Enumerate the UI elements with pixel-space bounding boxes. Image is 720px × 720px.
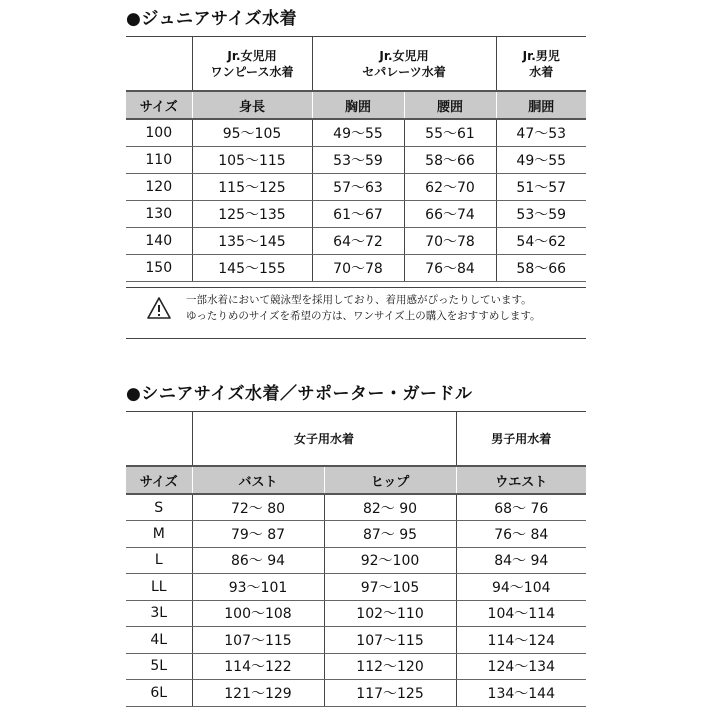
junior-header-boys-line1: Jr.男児 bbox=[522, 48, 560, 63]
senior-header-women: 女子用水着 bbox=[192, 412, 456, 466]
junior-cell-chest: 57〜63 bbox=[312, 173, 404, 200]
note-line-2: ゆったりめのサイズを希望の方は、ワンサイズ上の購入をおすすめします。 bbox=[186, 310, 541, 322]
senior-cell-size: 5L bbox=[126, 653, 192, 680]
table-row bbox=[126, 680, 586, 707]
junior-header-onepiece-line2: ワンピース水着 bbox=[210, 64, 294, 79]
senior-cell-hip: 112〜120 bbox=[324, 653, 456, 680]
senior-cell-hip: 87〜 95 bbox=[324, 521, 456, 548]
junior-size-table bbox=[126, 37, 586, 282]
table-row bbox=[126, 600, 586, 627]
table-row bbox=[126, 547, 586, 574]
table-row bbox=[126, 574, 586, 601]
junior-section-title: ●ジュニアサイズ水着 bbox=[126, 9, 298, 29]
senior-cell-hip: 92〜100 bbox=[324, 547, 456, 574]
senior-group-header-row bbox=[126, 412, 586, 466]
junior-cell-height: 145〜155 bbox=[192, 254, 312, 281]
senior-cell-bust: 93〜101 bbox=[192, 574, 324, 601]
senior-cell-waist: 84〜 94 bbox=[456, 547, 586, 574]
senior-cell-bust: 79〜 87 bbox=[192, 521, 324, 548]
junior-header-onepiece bbox=[192, 37, 312, 91]
table-row bbox=[126, 254, 586, 281]
senior-cell-size: L bbox=[126, 547, 192, 574]
junior-header-onepiece-line1: Jr.女児用 bbox=[227, 48, 277, 63]
senior-col-size: サイズ bbox=[126, 466, 192, 494]
senior-cell-size: S bbox=[126, 494, 192, 521]
warning-icon bbox=[146, 296, 172, 320]
junior-col-hip: 腰囲 bbox=[404, 91, 496, 119]
junior-cell-waist: 49〜55 bbox=[496, 146, 586, 173]
senior-cell-size: LL bbox=[126, 574, 192, 601]
junior-cell-hip: 70〜78 bbox=[404, 227, 496, 254]
senior-cell-hip: 82〜 90 bbox=[324, 494, 456, 521]
senior-cell-bust: 86〜 94 bbox=[192, 547, 324, 574]
senior-cell-waist: 104〜114 bbox=[456, 600, 586, 627]
junior-cell-height: 135〜145 bbox=[192, 227, 312, 254]
senior-cell-hip: 107〜115 bbox=[324, 627, 456, 654]
table-row bbox=[126, 227, 586, 254]
senior-cell-waist: 124〜134 bbox=[456, 653, 586, 680]
senior-col-waist: ウエスト bbox=[456, 466, 586, 494]
junior-cell-hip: 55〜61 bbox=[404, 119, 496, 146]
senior-cell-waist: 68〜 76 bbox=[456, 494, 586, 521]
junior-cell-waist: 53〜59 bbox=[496, 200, 586, 227]
junior-col-chest: 胸囲 bbox=[312, 91, 404, 119]
junior-cell-height: 115〜125 bbox=[192, 173, 312, 200]
senior-section-title: ●シニアサイズ水着／サポーター・ガードル bbox=[126, 384, 473, 404]
senior-cell-bust: 72〜 80 bbox=[192, 494, 324, 521]
junior-cell-size: 130 bbox=[126, 200, 192, 227]
junior-cell-size: 100 bbox=[126, 119, 192, 146]
table-row bbox=[126, 200, 586, 227]
junior-fit-note bbox=[126, 287, 586, 339]
junior-header-empty bbox=[126, 37, 192, 91]
senior-col-bust: バスト bbox=[192, 466, 324, 494]
junior-column-header-row bbox=[126, 91, 586, 119]
junior-cell-size: 120 bbox=[126, 173, 192, 200]
senior-cell-bust: 100〜108 bbox=[192, 600, 324, 627]
junior-cell-size: 150 bbox=[126, 254, 192, 281]
junior-cell-hip: 62〜70 bbox=[404, 173, 496, 200]
junior-cell-size: 110 bbox=[126, 146, 192, 173]
senior-cell-hip: 117〜125 bbox=[324, 680, 456, 707]
senior-cell-size: M bbox=[126, 521, 192, 548]
table-row bbox=[126, 494, 586, 521]
senior-size-table bbox=[126, 412, 586, 707]
senior-cell-waist: 76〜 84 bbox=[456, 521, 586, 548]
junior-cell-waist: 54〜62 bbox=[496, 227, 586, 254]
junior-cell-chest: 49〜55 bbox=[312, 119, 404, 146]
senior-cell-size: 4L bbox=[126, 627, 192, 654]
junior-col-size: サイズ bbox=[126, 91, 192, 119]
junior-cell-hip: 58〜66 bbox=[404, 146, 496, 173]
senior-cell-hip: 97〜105 bbox=[324, 574, 456, 601]
senior-cell-size: 6L bbox=[126, 680, 192, 707]
junior-cell-waist: 58〜66 bbox=[496, 254, 586, 281]
junior-cell-height: 95〜105 bbox=[192, 119, 312, 146]
table-row bbox=[126, 627, 586, 654]
senior-col-hip: ヒップ bbox=[324, 466, 456, 494]
junior-cell-waist: 51〜57 bbox=[496, 173, 586, 200]
senior-cell-bust: 121〜129 bbox=[192, 680, 324, 707]
table-row bbox=[126, 146, 586, 173]
table-row bbox=[126, 119, 586, 146]
senior-header-empty bbox=[126, 412, 192, 466]
table-row bbox=[126, 653, 586, 680]
junior-header-separates-line2: セパレーツ水着 bbox=[362, 64, 446, 79]
senior-cell-bust: 114〜122 bbox=[192, 653, 324, 680]
junior-header-boys bbox=[496, 37, 586, 91]
senior-cell-waist: 134〜144 bbox=[456, 680, 586, 707]
table-row bbox=[126, 521, 586, 548]
junior-cell-height: 105〜115 bbox=[192, 146, 312, 173]
junior-cell-chest: 70〜78 bbox=[312, 254, 404, 281]
junior-cell-chest: 53〜59 bbox=[312, 146, 404, 173]
junior-header-boys-line2: 水着 bbox=[529, 64, 554, 79]
senior-header-men: 男子用水着 bbox=[456, 412, 586, 466]
junior-col-height: 身長 bbox=[192, 91, 312, 119]
junior-col-waist: 胴囲 bbox=[496, 91, 586, 119]
senior-cell-waist: 114〜124 bbox=[456, 627, 586, 654]
junior-header-separates bbox=[312, 37, 496, 91]
note-text bbox=[186, 292, 540, 324]
junior-cell-chest: 61〜67 bbox=[312, 200, 404, 227]
junior-header-separates-line1: Jr.女児用 bbox=[379, 48, 429, 63]
junior-cell-chest: 64〜72 bbox=[312, 227, 404, 254]
senior-cell-hip: 102〜110 bbox=[324, 600, 456, 627]
senior-cell-bust: 107〜115 bbox=[192, 627, 324, 654]
junior-cell-hip: 66〜74 bbox=[404, 200, 496, 227]
senior-cell-waist: 94〜104 bbox=[456, 574, 586, 601]
junior-group-header-row bbox=[126, 37, 586, 91]
senior-cell-size: 3L bbox=[126, 600, 192, 627]
note-line-1: 一部水着において競泳型を採用しており、着用感がぴったりしています。 bbox=[186, 294, 532, 306]
junior-cell-size: 140 bbox=[126, 227, 192, 254]
junior-cell-hip: 76〜84 bbox=[404, 254, 496, 281]
table-row bbox=[126, 173, 586, 200]
senior-column-header-row bbox=[126, 466, 586, 494]
junior-cell-waist: 47〜53 bbox=[496, 119, 586, 146]
junior-cell-height: 125〜135 bbox=[192, 200, 312, 227]
